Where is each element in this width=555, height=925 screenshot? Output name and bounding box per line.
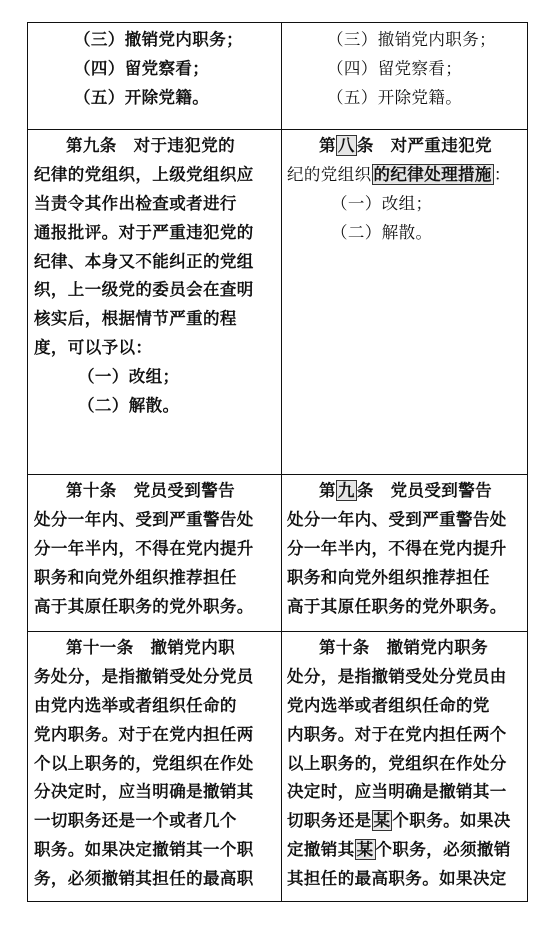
right-cell [281,474,527,631]
text-line: 党内职务。对于在党内担任两 [34,724,254,744]
text-span: 个职务，必须撤销 [375,840,511,860]
text-line: 以上职务的，党组织在作处分 [287,753,507,773]
highlight-box: 九 [337,481,355,500]
text-line: 纪律、本身又不能纠正的党组 [34,251,254,271]
text-span: 纪的党组织 [287,164,372,184]
text-span: 第 [319,481,336,500]
table-row [28,23,527,130]
text-line: 处分一年内、受到严重警告处 [287,509,507,529]
text-line: 由党内选举或者组织任命的 [34,695,237,715]
text-line: （二）解散。 [78,396,180,416]
text-line: 分一年半内，不得在党内提升 [287,538,507,558]
text-line: （一）改组； [331,193,433,213]
highlight-box: 八 [337,136,355,155]
text-line: 职务和向党外组织推荐担任 [287,567,490,587]
text-line: （四）留党察看； [74,58,210,78]
text-line: 个以上职务的，党组织在作处 [34,753,254,773]
text-line: 纪律的党组织，上级党组织应 [34,164,254,184]
left-cell [28,474,282,631]
text-line [287,836,522,865]
table-row [28,129,527,475]
text-line: 决定时，应当明确是撤销其一 [287,782,507,802]
text-line: 织，上一级党的委员会在查明 [34,280,254,300]
text-line: 度，可以予以： [34,338,153,358]
text-span: 切职务还是 [287,811,372,831]
left-cell [28,129,282,474]
highlight-box: 的纪律处理措施 [373,164,492,184]
text-span: 条 对严重违犯党 [356,136,493,155]
text-line: 高于其原任职务的党外职务。 [287,596,507,616]
text-line: 职务。如果决定撤销其一个职 [34,840,254,860]
right-cell [281,631,527,901]
right-cell [281,129,527,474]
text-line: （五）开除党籍。 [74,87,210,107]
text-line: 务，必须撤销其担任的最高职 [34,869,254,889]
text-line [287,807,522,836]
left-cell [28,631,282,901]
text-span: 定撤销其 [287,840,355,860]
text-line: 第十条 撤销党内职务 [319,638,488,657]
text-line: 核实后，根据情节严重的程 [34,309,237,329]
text-line: 分一年半内，不得在党内提升 [34,538,254,558]
text-line: 内职务。对于在党内担任两个 [287,724,507,744]
text-line: （一）改组； [78,367,180,387]
text-line: 分决定时，应当明确是撤销其 [34,782,254,802]
text-line [287,161,522,190]
text-line: 处分一年内、受到严重警告处 [34,509,254,529]
text-line: 第九条 对于违犯党的 [66,136,235,155]
comparison-table [27,22,528,902]
text-line: 处分，是指撤销受处分党员由 [287,666,507,686]
text-line: 第十条 党员受到警告 [66,481,235,500]
highlight-box: 某 [356,840,374,860]
right-cell [281,23,527,129]
text-line: （三）撤销党内职务； [74,30,243,49]
text-line: （五）开除党籍。 [327,87,463,107]
text-span: 条 党员受到警告 [356,481,493,500]
text-line: 通报批评。对于严重违犯党的 [34,222,254,242]
text-line: 务处分，是指撤销受处分党员 [34,666,254,686]
text-line: 高于其原任职务的党外职务。 [34,596,254,616]
text-line: 职务和向党外组织推荐担任 [34,567,237,587]
table-row [28,631,527,901]
text-line: 第十一条 撤销党内职 [66,638,235,657]
text-span: 个职务。如果决 [392,811,511,831]
text-line: 当责令其作出检查或者进行 [34,193,237,213]
text-line: （二）解散。 [331,222,433,242]
text-line: 其担任的最高职务。如果决定 [287,869,507,889]
text-line: 党内选举或者组织任命的党 [287,695,490,715]
left-cell [28,23,282,129]
text-span: 第 [319,136,336,155]
text-line: （三）撤销党内职务； [327,30,496,49]
text-line: 一切职务还是一个或者几个 [34,811,237,831]
text-line [287,477,522,506]
text-line [287,132,522,161]
highlight-box: 某 [373,811,391,831]
text-line: （四）留党察看； [327,58,463,78]
text-span: ： [493,164,511,184]
table-row [28,474,527,632]
